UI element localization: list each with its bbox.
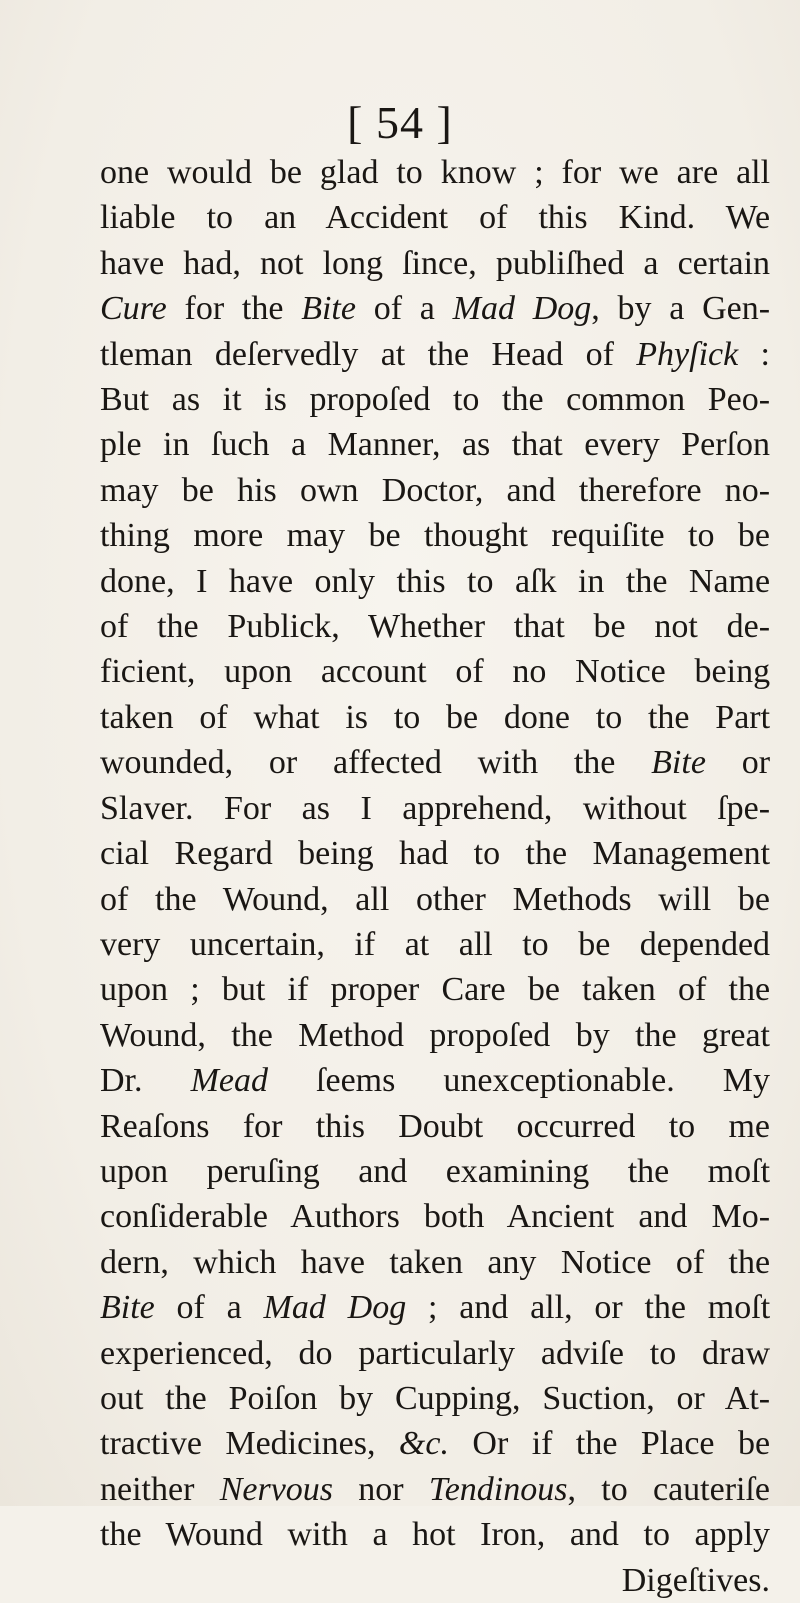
text-line-28: out the Poiſon by Cupping, Suction, or At- (100, 1379, 771, 1417)
text-line-23: upon peruſing and examining the moſt (100, 1152, 771, 1190)
text-line-18: very uncertain, if at all to be depended (100, 925, 771, 963)
text-line-27: experienced, do particularly adviſe to draw (100, 1334, 770, 1372)
text-line-8: may be his own Doctor, and therefore no- (100, 471, 771, 509)
text-line-12: ficient, upon account of no Notice being (100, 653, 771, 691)
text-line-29: tractive Medicines, &c. Or if the Place be (100, 1425, 771, 1463)
text-line-21: Dr. Mead ſeems unexceptionable. My (100, 1062, 771, 1100)
text-line-20: Wound, the Method propoſed by the great (100, 1016, 770, 1054)
text-line-9: thing more may be thought requiſite to be (100, 517, 770, 555)
text-line-4: Cure for the Bite of a Mad Dog, by a Gen- (100, 290, 771, 328)
text-line-14: wounded, or affected with the Bite or (100, 744, 771, 782)
text-line-2: liable to an Accident of this Kind. We (100, 199, 771, 237)
text-line-30: neither Nervous nor Tendinous, to cauteriſe (100, 1470, 771, 1508)
text-line-26: Bite of a Mad Dog ; and all, or the moſt (100, 1289, 771, 1327)
text-line-5: tleman deſervedly at the Head of Phyſick : (100, 335, 770, 373)
text-line-7: ple in ſuch a Manner, as that every Perſon (100, 426, 770, 464)
text-line-13: taken of what is to be done to the Part (100, 698, 771, 736)
text-line-31: the Wound with a hot Iron, and to apply (100, 1516, 771, 1554)
text-line-15: Slaver. For as I apprehend, without ſpe- (100, 789, 771, 827)
text-line-1: one would be glad to know ; for we are all (100, 154, 771, 191)
text-line-6: But as it is propoſed to the common Peo- (100, 381, 771, 419)
text-line-25: dern, which have taken any Notice of the (100, 1243, 771, 1281)
text-line-24: conſiderable Authors both Ancient and Mo- (100, 1198, 771, 1236)
page-number-header: [ 54 ] (347, 97, 453, 148)
body-text (100, 150, 770, 1603)
text-line-22: Reaſons for this Doubt occurred to me (100, 1107, 771, 1145)
text-line-11: of the Publick, Whether that be not de- (100, 608, 771, 646)
text-line-10: done, I have only this to aſk in the Name (100, 562, 771, 600)
text-line-19: upon ; but if proper Care be taken of the (100, 971, 771, 1009)
text-line-3: have had, not long ſince, publiſhed a certain (100, 244, 771, 282)
text-line-32: Digeſtives. (621, 1561, 770, 1599)
text-line-17: of the Wound, all other Methods will be (100, 880, 771, 918)
text-line-16: cial Regard being had to the Management (100, 835, 771, 873)
